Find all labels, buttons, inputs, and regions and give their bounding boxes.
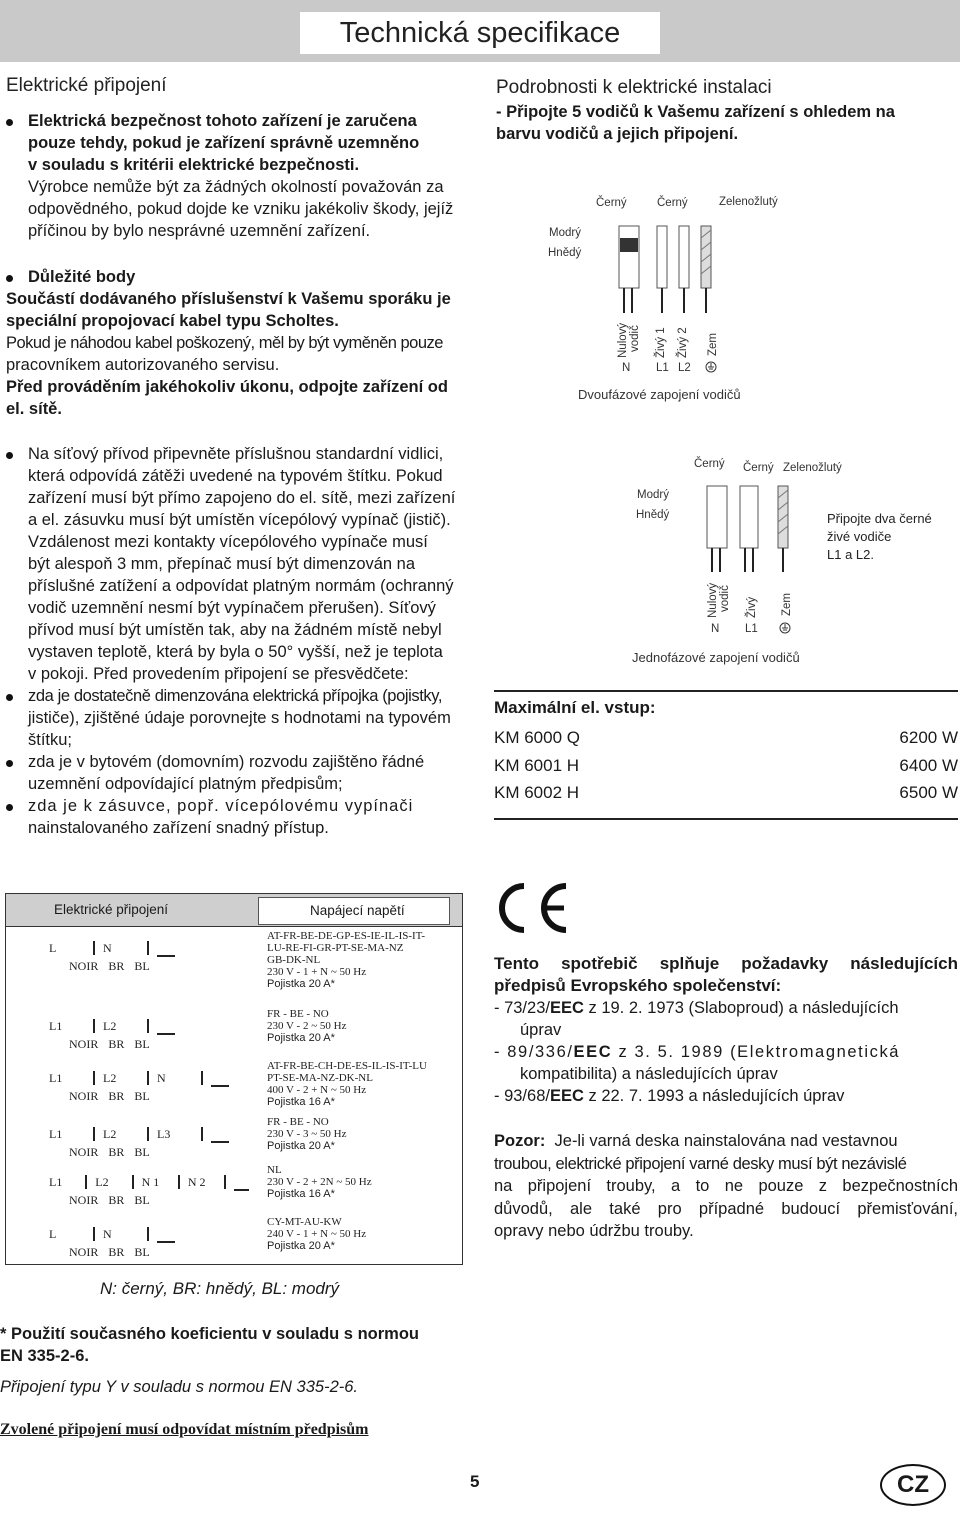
terminal-symbols xyxy=(49,1071,249,1104)
terminal-label: L2 xyxy=(95,1175,133,1189)
page-number: 5 xyxy=(470,1472,480,1491)
fuse-rating: Pojistka 20 A* xyxy=(267,1240,335,1252)
label-black-1: Černý xyxy=(596,197,627,209)
para-connection: Na síťový přívod připevněte příslušnou standardní vidlici, která odpovídá zátěži uvedené na typovém štítku. Pokud zařízení musí být přímo zapojeno do el. sítě, mezi zařízení a el. zásuvku musí být umístěn vícepólový vypínač (jistič). Vzdálenost mezi kontakty vícepólového vypínače musí být alespoň 3 mm, přepínač musí být dimenzován na příslušné zatížení a odpovídat platným normám (ochranný vodič uzemnění nesmí být vypínačem přerušen). Síťový přívod musí být umístěn tak, aby na žádném místě nebyl vystaven teplotě, která by byla o 50° vyšší, než je teplota v pokoji. Před provedením připojení se přesvědčete: zda je dostatečně dimenzována elektrická přípojka (pojistky, jističe), zjištěné údaje porovnejte s hodnotami na typovém štítku; zda je v bytovém (domovním) rozvodu zajištěno řádné uzemnění odpovídající platným předpisům; zda je k zásuvce, popř. vícepólovému vypínači nainstalovaného zařízení snadný přístup. xyxy=(28,443,468,839)
terminal-symbols xyxy=(49,941,249,974)
wire-color-label: BR xyxy=(108,1193,125,1207)
terminal-label: L1 xyxy=(49,1127,95,1141)
terminal-label: L3 xyxy=(157,1127,203,1141)
divider xyxy=(494,818,958,820)
terminal-label: L xyxy=(49,941,95,955)
svg-text:Černý: Černý xyxy=(743,462,774,474)
wire-legend: N: černý, BR: hnědý, BL: modrý xyxy=(100,1279,340,1298)
check-item: zda je dostatečně dimenzována elektrická přípojka (pojistky, jističe), zjištěné údaje porovnejte s hodnotami na typovém štítku; xyxy=(28,685,468,751)
wire-color-label: BL xyxy=(134,1089,150,1103)
wire-group xyxy=(707,486,788,572)
label-brown: Hnědý xyxy=(548,247,582,259)
voltage-spec: FR - BE - NO 230 V - 2 ~ 50 Hz Pojistka 20 A* xyxy=(267,1008,447,1044)
table-header-connection: Elektrické připojení xyxy=(54,902,169,917)
section-heading-electrical: Elektrické připojení xyxy=(6,75,167,96)
wire-group xyxy=(619,226,711,313)
terminal-label: N 2 xyxy=(188,1175,226,1189)
footnote: * Použití současného koeficientu v souladu s normou EN 335-2-6. xyxy=(0,1325,419,1365)
wire-color-label: BR xyxy=(108,1037,125,1051)
power-list xyxy=(494,724,958,807)
y-connection-note: Připojení typu Y v souladu s normou EN 335-2-6. xyxy=(0,1378,359,1396)
table-row xyxy=(5,1113,463,1161)
page-title: Technická specifikace xyxy=(300,12,660,54)
diagram-caption: Jednofázové zapojení vodičů xyxy=(632,650,800,665)
svg-text:Živý 2: Živý 2 xyxy=(677,327,689,358)
diagram-single-phase xyxy=(620,452,860,670)
terminal-label: L1 xyxy=(49,1175,87,1189)
wire-color-label: NOIR xyxy=(69,959,99,973)
diagram-two-phase xyxy=(540,188,800,403)
check-item: zda je k zásuvce, popř. vícepólovému vypínači nainstalovaného zařízení snadný přístup. xyxy=(28,795,468,839)
check-item: zda je v bytovém (domovním) rozvodu zajištěno řádné uzemnění odpovídající platným předpisům; xyxy=(28,751,468,795)
divider xyxy=(494,690,958,692)
directive-item: - 89/336/EEC z 3. 5. 1989 (Elektromagnetická xyxy=(494,1043,901,1061)
svg-text:L1: L1 xyxy=(656,362,669,374)
ce-directives: - 73/23/EEC z 19. 2. 1973 (Slaboproud) a následujících úprav - 89/336/EEC z 3. 5. 1989 (Elektromagnetická kompatibilita) a následujících úprav - 93/68/EEC z 22. 7. 1993 a následujících úprav xyxy=(494,997,958,1107)
wire-color-label: BL xyxy=(134,1245,150,1259)
ground-icon xyxy=(706,362,716,372)
svg-text:Zem: Zem xyxy=(707,333,719,356)
wire-color-label: BR xyxy=(108,1089,125,1103)
directive-item: - 93/68/EEC z 22. 7. 1993 a následujících úprav xyxy=(494,1087,845,1105)
wire-color-label: BL xyxy=(134,1193,150,1207)
terminal-label: L2 xyxy=(103,1019,149,1033)
wire-color-label: BL xyxy=(134,1037,150,1051)
svg-text:Zem: Zem xyxy=(781,593,793,616)
terminal-label: L1 xyxy=(49,1019,95,1033)
important-points: Součástí dodávaného příslušenství k Vašemu sporáku je speciální propojovací kabel typu Scholtes. Pokud je náhodou kabel poškozený, měl by být vyměněn pouze pracovníkem autorizovaného servisu. Před prováděním jakéhokoliv úkonu, odpojte zařízení od el. sítě. xyxy=(6,290,451,418)
max-power-title: Maximální el. vstup: xyxy=(494,698,656,717)
voltage-spec: NL 230 V - 2 + 2N ~ 50 Hz Pojistka 16 A* xyxy=(267,1164,447,1200)
power-row: KM 6002 H 6500 W xyxy=(494,783,958,802)
svg-text:L1: L1 xyxy=(745,623,758,635)
table-header-voltage: Napájecí napětí xyxy=(310,903,405,918)
para-safety: Elektrická bezpečnost tohoto zařízení je zaručena pouze tehdy, pokud je zařízení správně uzemněno v souladu s kritérii elektrické bezpečnosti. Výrobce nemůže být za žádných okolností považován za odpovědného, pokud dojde ke vzniku jakékoliv škody, jejíž příčinou by bylo nesprávné uzemnění zařízení. xyxy=(28,110,468,242)
svg-text:Zelenožlutý: Zelenožlutý xyxy=(783,462,842,474)
wire-color-label: BR xyxy=(108,1245,125,1259)
ground-icon xyxy=(211,1127,229,1143)
label-blue: Modrý xyxy=(549,227,581,239)
terminal-label: N xyxy=(103,941,149,955)
fuse-rating: Pojistka 20 A* xyxy=(267,1140,335,1152)
wire-color-label: BL xyxy=(134,1145,150,1159)
diagram-caption: Dvoufázové zapojení vodičů xyxy=(578,387,741,402)
label-black-2: Černý xyxy=(657,197,688,209)
local-regulations-note: Zvolené připojení musí odpovídat místním předpisům xyxy=(0,1421,369,1438)
table-row xyxy=(5,1161,463,1213)
terminal-label: N xyxy=(157,1071,203,1085)
important-title: Důležité body xyxy=(28,266,468,288)
wire-color-label: BR xyxy=(108,959,125,973)
svg-text:Černý: Černý xyxy=(694,458,725,470)
wire-color-label: NOIR xyxy=(69,1037,99,1051)
fuse-rating: Pojistka 20 A* xyxy=(267,1032,335,1044)
terminal-label: L2 xyxy=(103,1127,149,1141)
warning-paragraph: Pozor: Je-li varná deska nainstalována nad vestavnou troubou, elektrické připojení varné desky musí být nezávislé na připojení trouby, a to ne pouze z bezpečnostních důvodů, ale také pro případné budoucí přemisťování, opravy nebo údržbu trouby. xyxy=(494,1132,958,1240)
svg-text:Živý 1: Živý 1 xyxy=(655,327,667,358)
ce-title: Tento spotřebič splňuje požadavky následujících předpisů Evropského společenství: xyxy=(494,954,958,995)
section-heading-installation: Podrobnosti k elektrické instalaci xyxy=(496,77,772,98)
table-row xyxy=(5,927,463,1005)
terminal-label: N xyxy=(103,1227,149,1241)
terminal-symbols xyxy=(49,1127,249,1160)
directive-item: - 73/23/EEC z 19. 2. 1973 (Slaboproud) a následujících xyxy=(494,999,899,1017)
terminal-label: L2 xyxy=(103,1071,149,1085)
terminal-label: L1 xyxy=(49,1071,95,1085)
ground-icon xyxy=(780,623,790,633)
voltage-spec: FR - BE - NO 230 V - 3 ~ 50 Hz Pojistka 20 A* xyxy=(267,1116,447,1152)
fuse-rating: Pojistka 16 A* xyxy=(267,1096,335,1108)
terminal-label: L xyxy=(49,1227,95,1241)
fuse-rating: Pojistka 16 A* xyxy=(267,1188,335,1200)
voltage-spec: CY-MT-AU-KW 240 V - 1 + N ~ 50 Hz Pojistka 20 A* xyxy=(267,1216,447,1252)
svg-text:L2: L2 xyxy=(678,362,691,374)
svg-text:Nulový: Nulový xyxy=(707,582,719,618)
ground-icon xyxy=(157,941,175,957)
installation-instruction: - Připojte 5 vodičů k Vašemu zařízení s ohledem na barvu vodičů a jejich připojení. xyxy=(496,103,895,143)
svg-text:Modrý: Modrý xyxy=(637,489,669,501)
svg-text:Hnědý: Hnědý xyxy=(636,509,670,521)
table-row xyxy=(5,1057,463,1113)
wire-color-label: NOIR xyxy=(69,1193,99,1207)
ground-icon xyxy=(157,1019,175,1035)
language-badge: CZ xyxy=(880,1464,946,1506)
voltage-spec: AT-FR-BE-CH-DE-ES-IL-IS-IT-LU PT-SE-MA-NZ-DK-NL 400 V - 2 + N ~ 50 Hz Pojistka 16 A* xyxy=(267,1060,447,1108)
svg-text:Živý: Živý xyxy=(746,596,758,618)
table-row xyxy=(5,1213,463,1263)
terminal-symbols xyxy=(49,1019,249,1052)
table-row xyxy=(5,1005,463,1057)
terminal-label: N 1 xyxy=(142,1175,180,1189)
ground-icon xyxy=(211,1071,229,1087)
power-row: KM 6000 Q 6200 W xyxy=(494,728,958,747)
terminal-symbols xyxy=(49,1227,249,1260)
wire-color-label: BL xyxy=(134,959,150,973)
label-greenyellow: Zelenožlutý xyxy=(719,196,778,208)
power-row: KM 6001 H 6400 W xyxy=(494,755,958,775)
svg-text:N: N xyxy=(622,362,631,374)
ground-icon xyxy=(234,1175,249,1191)
terminal-symbols xyxy=(49,1175,249,1208)
svg-text:N: N xyxy=(711,623,720,635)
svg-text:vodič: vodič xyxy=(719,585,731,612)
wire-color-label: BR xyxy=(108,1145,125,1159)
wire-color-label: NOIR xyxy=(69,1145,99,1159)
ce-mark-icon xyxy=(494,880,574,936)
fuse-rating: Pojistka 20 A* xyxy=(267,978,335,990)
ground-icon xyxy=(157,1227,175,1243)
svg-text:Nulový: Nulový xyxy=(617,322,629,358)
svg-text:vodič: vodič xyxy=(629,325,641,352)
diagram-note: Připojte dva černé živé vodiče L1 a L2. xyxy=(827,511,932,562)
wire-color-label: NOIR xyxy=(69,1245,99,1259)
wire-color-label: NOIR xyxy=(69,1089,99,1103)
voltage-spec: AT-FR-BE-DE-GP-ES-IE-IL-IS-IT- LU-RE-FI-GR-PT-SE-MA-NZ GB-DK-NL 230 V - 1 + N ~ 50 Hz Pojistka 20 A* xyxy=(267,930,447,990)
